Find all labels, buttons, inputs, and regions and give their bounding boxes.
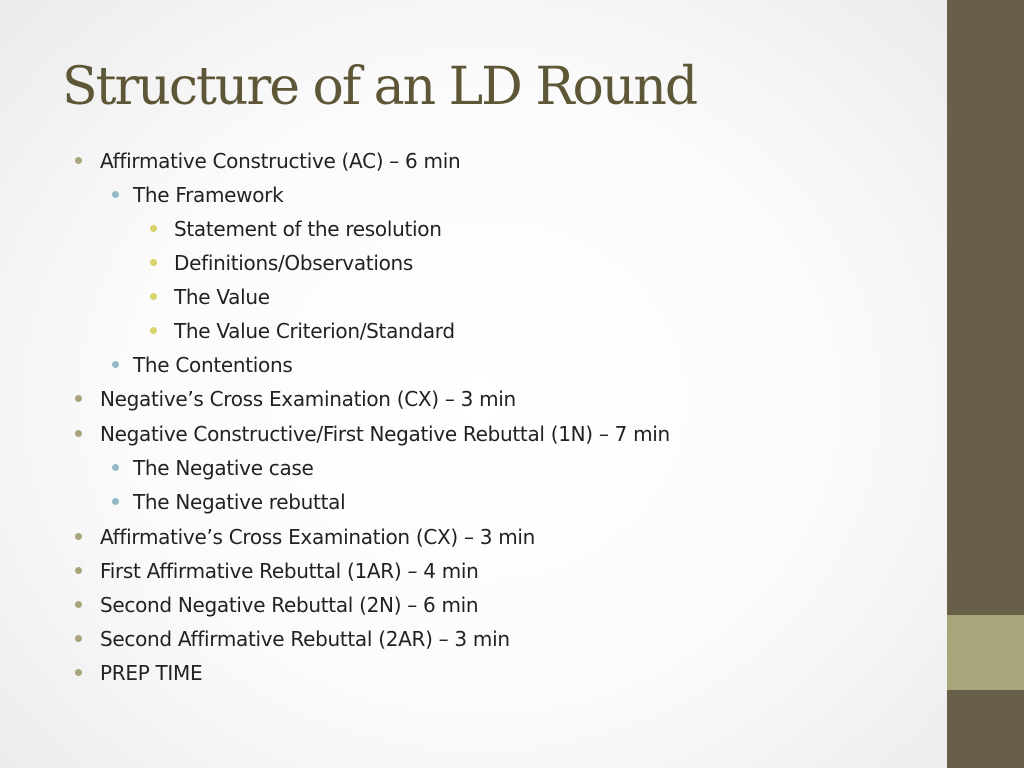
bullet-dot-icon <box>112 361 119 368</box>
bullet-text: The Value Criterion/Standard <box>174 319 455 343</box>
bullet-dot-icon <box>75 669 82 676</box>
bullet-dot-icon <box>112 191 119 198</box>
bullet-text: First Affirmative Rebuttal (1AR) – 4 min <box>100 559 479 583</box>
bullet-dot-icon <box>75 601 82 608</box>
bullet-dot-icon <box>75 567 82 574</box>
bullet-text: The Framework <box>133 183 284 207</box>
bullet-text: Second Negative Rebuttal (2N) – 6 min <box>100 593 479 617</box>
slide-title: Structure of an LD Round <box>62 57 697 117</box>
bullet-text: Negative’s Cross Examination (CX) – 3 min <box>100 387 516 411</box>
bullet-dot-icon <box>150 327 157 334</box>
bullet-text: The Value <box>174 285 270 309</box>
bullet-text: Affirmative Constructive (AC) – 6 min <box>100 149 461 173</box>
bullet-dot-icon <box>150 293 157 300</box>
bullet-text: Statement of the resolution <box>174 217 442 241</box>
bullet-text: Second Affirmative Rebuttal (2AR) – 3 min <box>100 627 510 651</box>
bullet-dot-icon <box>150 259 157 266</box>
bullet-dot-icon <box>150 225 157 232</box>
bullet-text: PREP TIME <box>100 661 203 685</box>
bullet-dot-icon <box>75 430 82 437</box>
bullet-text: The Negative rebuttal <box>133 490 346 514</box>
bullet-dot-icon <box>112 498 119 505</box>
bullet-text: The Negative case <box>133 456 314 480</box>
bullet-dot-icon <box>75 533 82 540</box>
bullet-text: The Contentions <box>133 353 293 377</box>
bullet-dot-icon <box>112 464 119 471</box>
bullet-text: Affirmative’s Cross Examination (CX) – 3 min <box>100 525 536 549</box>
bullet-dot-icon <box>75 157 82 164</box>
sidebar-accent-block <box>947 615 1024 690</box>
bullet-text: Negative Constructive/First Negative Rebuttal (1N) – 7 min <box>100 422 670 446</box>
bullet-dot-icon <box>75 635 82 642</box>
bullet-text: Definitions/Observations <box>174 251 414 275</box>
bullet-dot-icon <box>75 395 82 402</box>
